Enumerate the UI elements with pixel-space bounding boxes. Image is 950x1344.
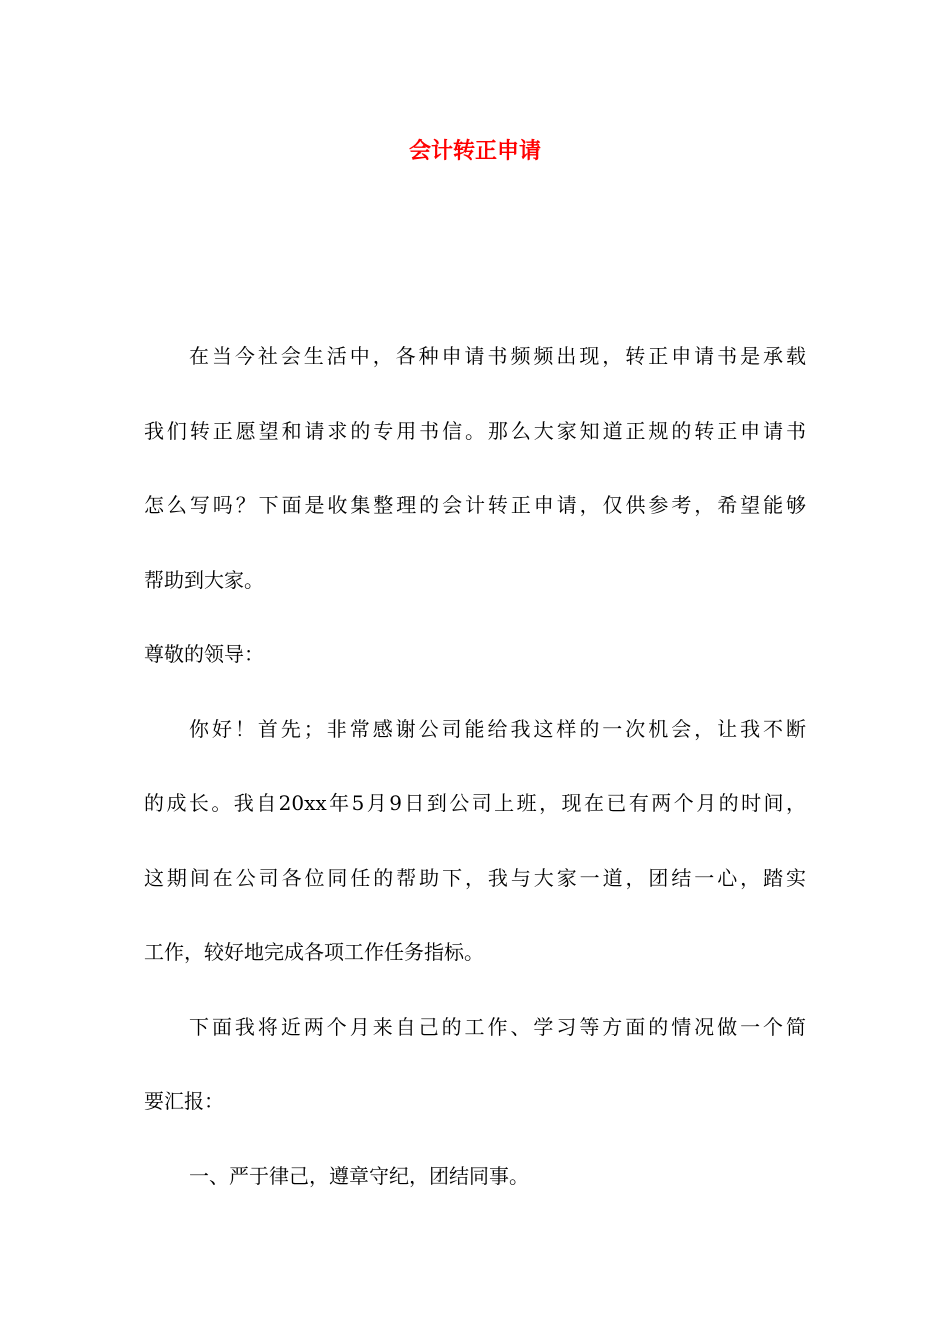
paragraph-line: 怎么写吗？下面是收集整理的会计转正申请，仅供参考，希望能够 (144, 493, 806, 517)
paragraph-line: 的成长。我自20xx年5月9日到公司上班，现在已有两个月的时间， (144, 791, 806, 815)
paragraph-line: 在当今社会生活中，各种申请书频频出现，转正申请书是承载 (189, 344, 806, 368)
document-body (144, 319, 806, 1213)
paragraph-line: 你好！首先；非常感谢公司能给我这样的一次机会，让我不断 (189, 716, 806, 741)
section-heading: 一、严于律己，遵章守纪，团结同事。 (189, 1163, 529, 1188)
paragraph-line: 这期间在公司各位同任的帮助下，我与大家一道，团结一心，踏实 (144, 865, 806, 890)
paragraph-line: 我们转正愿望和请求的专用书信。那么大家知道正规的转正申请书 (144, 418, 806, 443)
salutation-line: 尊敬的领导： (144, 642, 264, 666)
paragraph-line: 要汇报： (144, 1089, 224, 1113)
paragraph-line: 帮助到大家。 (144, 567, 264, 592)
document-title: 会计转正申请 (408, 139, 541, 164)
paragraph-line: 工作，较好地完成各项工作任务指标。 (144, 940, 484, 964)
paragraph-line: 下面我将近两个月来自己的工作、学习等方面的情况做一个简 (189, 1014, 806, 1039)
